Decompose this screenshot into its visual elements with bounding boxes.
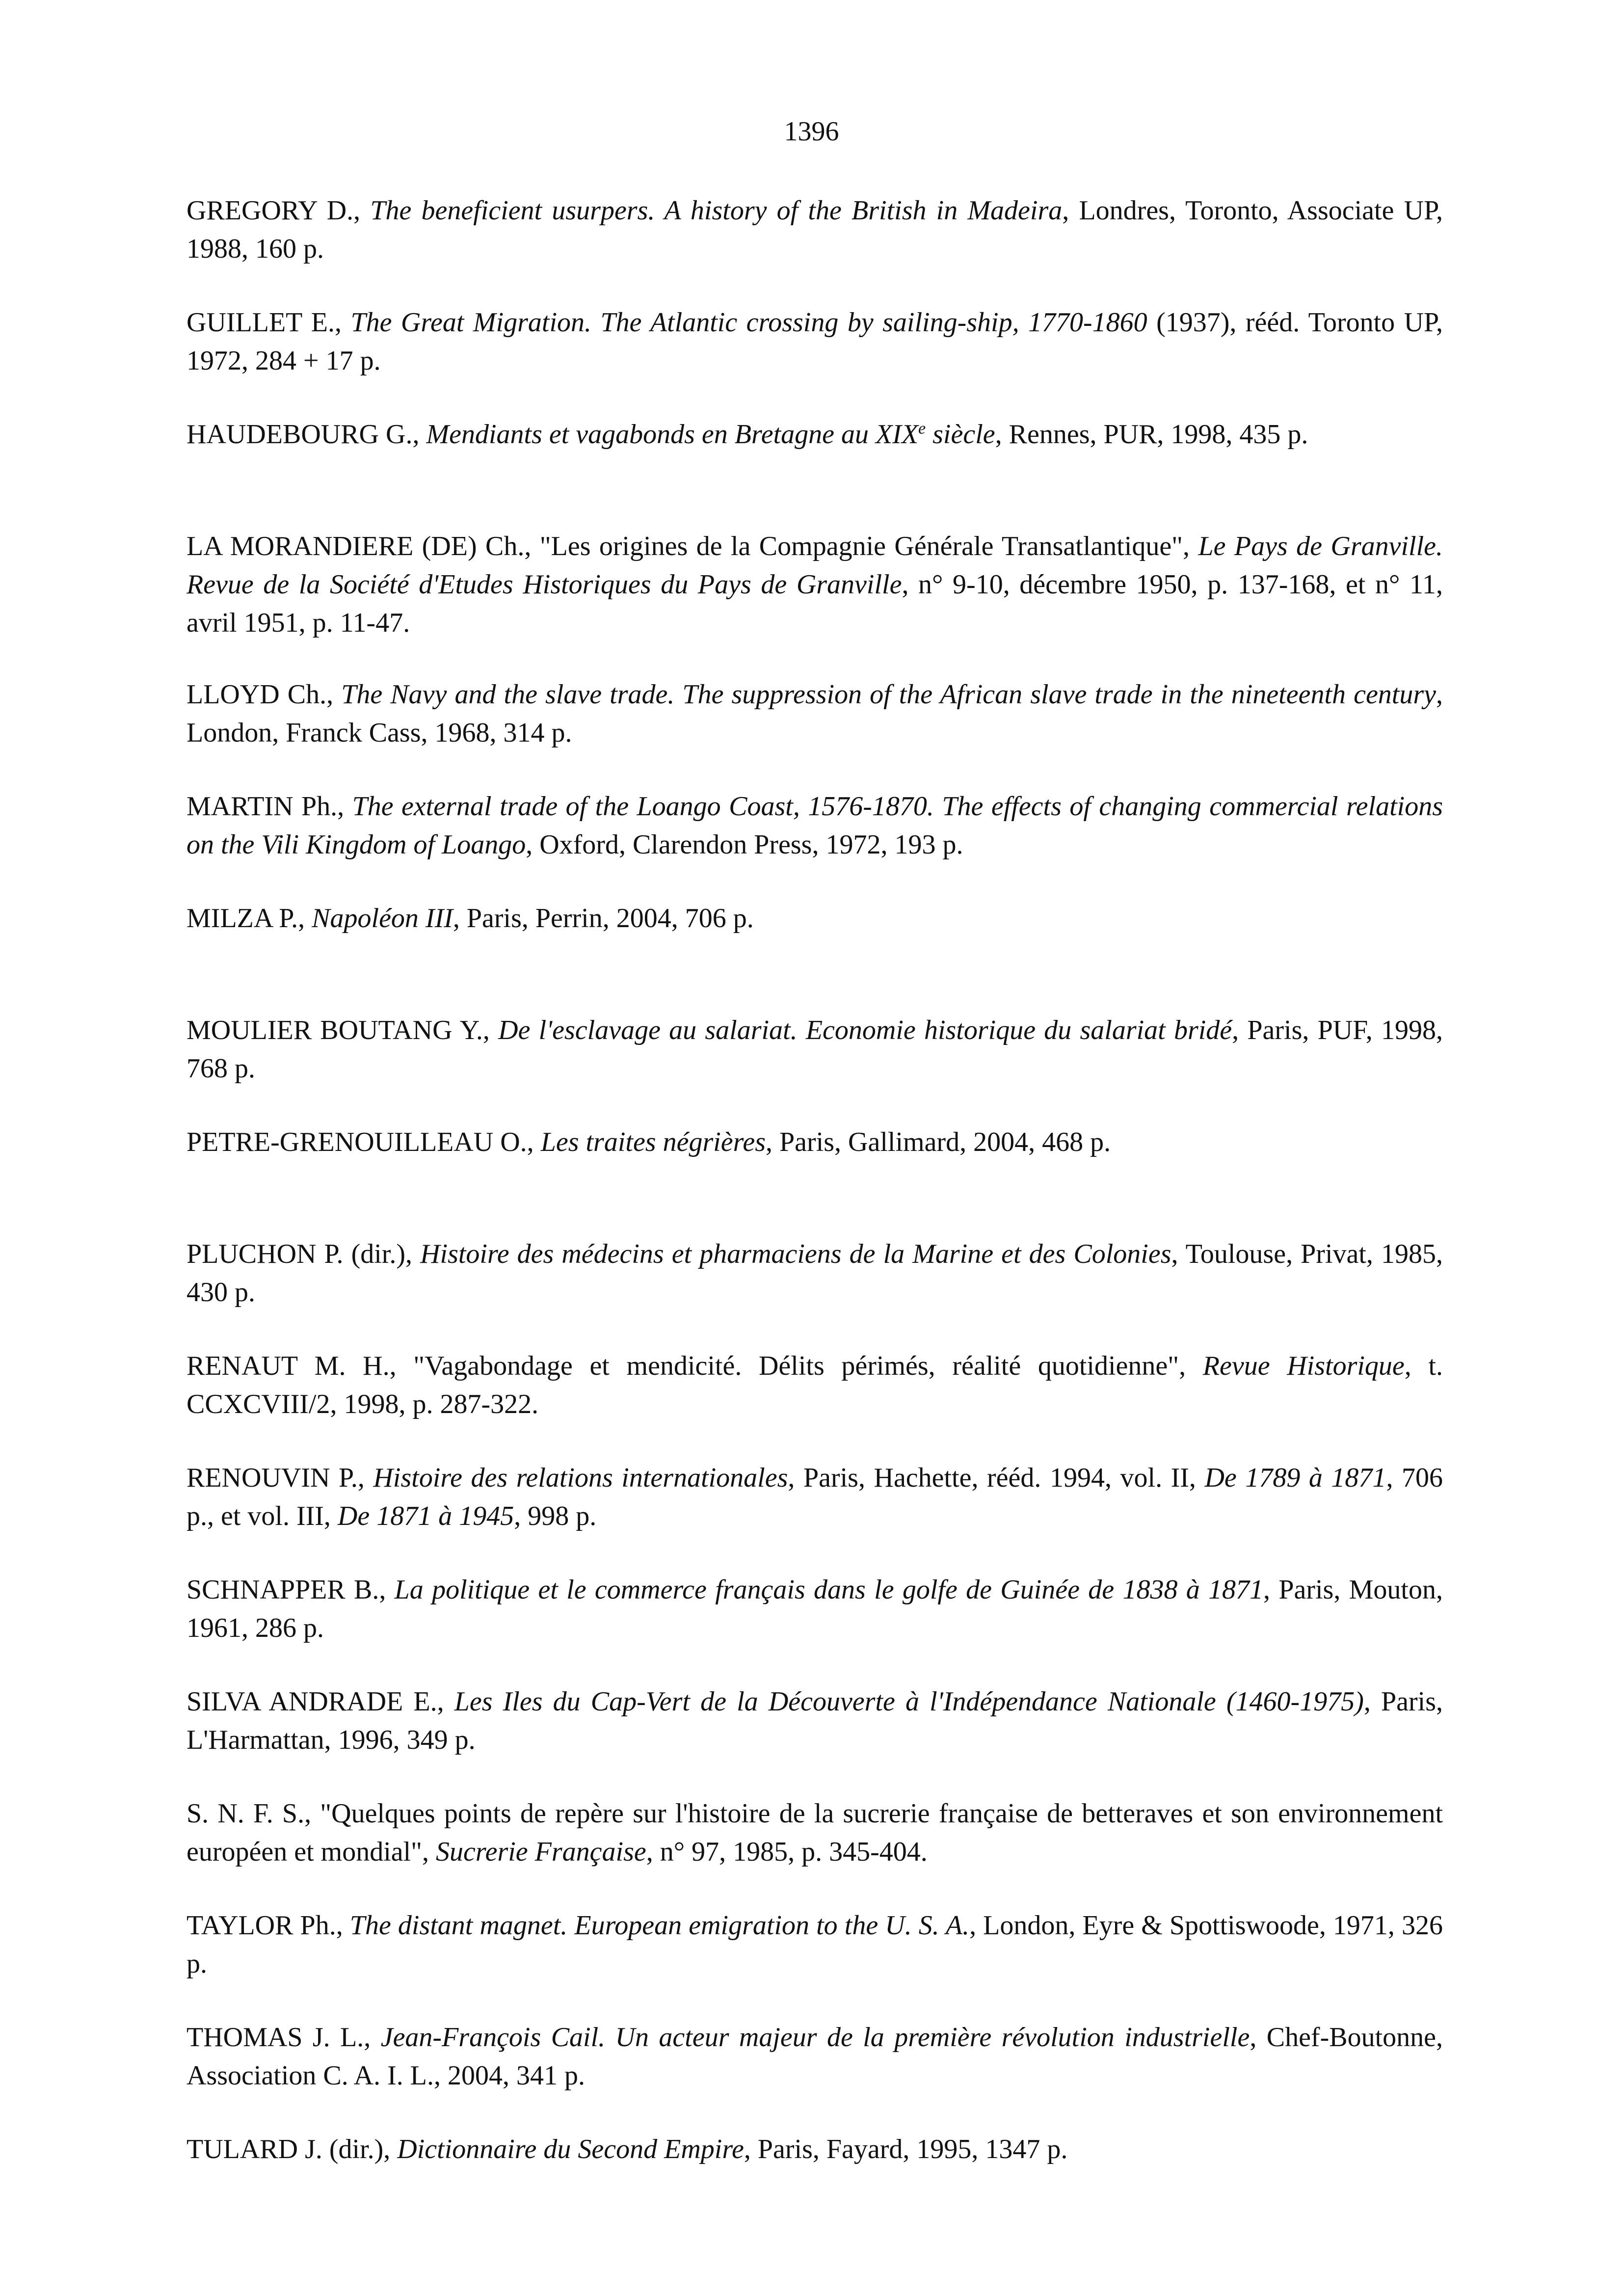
entry-text: , Londres, Toronto, Associate UP, 1988, 160 p. bbox=[186, 195, 1443, 264]
bibliography-entry bbox=[186, 1235, 1443, 1347]
bibliography-entry bbox=[186, 899, 1443, 1011]
entry-text: , London, Eyre & Spottiswoode, 1971, 326 p. bbox=[186, 1910, 1443, 1979]
entry-title-italic: De 1871 à 1945 bbox=[337, 1501, 514, 1531]
entry-title-italic: The Navy and the slave trade. The suppression of the African slave trade in the nineteenth century bbox=[341, 679, 1437, 710]
entry-title-italic: Mendiants et vagabonds en Bretagne au XIX bbox=[426, 419, 919, 450]
entry-text: , 706 p., et vol. III, bbox=[186, 1463, 1443, 1531]
entry-text: , Chef-Boutonne, Association C. A. I. L., 2004, 341 p. bbox=[186, 2022, 1443, 2091]
entry-title-italic: La politique et le commerce français dans le golfe de Guinée de 1838 à 1871 bbox=[394, 1575, 1264, 1605]
entry-title-italic: siècle bbox=[926, 419, 995, 450]
entry-title-italic: Dictionnaire du Second Empire bbox=[397, 2134, 744, 2164]
entry-text: , Paris, Hachette, rééd. 1994, vol. II, bbox=[788, 1463, 1205, 1493]
bibliography-entry bbox=[186, 1011, 1443, 1123]
entry-title-italic: Histoire des médecins et pharmaciens de la Marine et des Colonies bbox=[420, 1239, 1171, 1269]
entry-text: HAUDEBOURG G., bbox=[186, 419, 426, 450]
entry-text: , Paris, Mouton, 1961, 286 p. bbox=[186, 1575, 1443, 1643]
entry-text: S. N. F. S., "Quelques points de repère sur l'histoire de la sucrerie française de betteraves et son environnement européen et mondial", bbox=[186, 1798, 1443, 1867]
bibliography-entry bbox=[186, 1347, 1443, 1459]
bibliography-list bbox=[186, 191, 1443, 2242]
page-number: 1396 bbox=[784, 116, 839, 147]
bibliography-entry bbox=[186, 1906, 1443, 2018]
bibliography-entry bbox=[186, 1459, 1443, 1571]
entry-text: , Paris, PUF, 1998, 768 p. bbox=[186, 1015, 1443, 1084]
entry-text: , n° 97, 1985, p. 345-404. bbox=[646, 1837, 928, 1867]
entry-text: SILVA ANDRADE E., bbox=[186, 1686, 454, 1717]
entry-text: , Toulouse, Privat, 1985, 430 p. bbox=[186, 1239, 1443, 1308]
entry-text: PETRE-GRENOUILLEAU O., bbox=[186, 1127, 541, 1157]
entry-title-italic: De 1789 à 1871 bbox=[1204, 1463, 1386, 1493]
entry-text: LLOYD Ch., bbox=[186, 679, 342, 710]
entry-title-italic: The distant magnet. European emigration to the U. S. A. bbox=[349, 1910, 970, 1941]
entry-text: SCHNAPPER B., bbox=[186, 1575, 395, 1605]
entry-text: , Oxford, Clarendon Press, 1972, 193 p. bbox=[526, 829, 963, 860]
entry-text: TULARD J. (dir.), bbox=[186, 2134, 398, 2164]
entry-text: , London, Franck Cass, 1968, 314 p. bbox=[186, 679, 1443, 748]
entry-text: TAYLOR Ph., bbox=[186, 1910, 350, 1941]
entry-text: , n° 9-10, décembre 1950, p. 137-168, et n° 11, avril 1951, p. 11-47. bbox=[186, 569, 1443, 638]
entry-title-italic: The external trade of the Loango Coast, 1576-1870. The effects of changing commercial relations on the Vili Kingdom of Loango bbox=[186, 791, 1443, 860]
entry-title-italic: Napoléon III bbox=[312, 903, 453, 934]
entry-text: MARTIN Ph., bbox=[186, 791, 352, 822]
entry-title-italic: Jean-François Cail. Un acteur majeur de la première révolution industrielle bbox=[380, 2022, 1250, 2053]
entry-text: , Paris, Fayard, 1995, 1347 p. bbox=[744, 2134, 1068, 2164]
entry-text: LA MORANDIERE (DE) Ch., "Les origines de la Compagnie Générale Transatlantique", bbox=[186, 531, 1198, 561]
bibliography-entry bbox=[186, 2018, 1443, 2130]
entry-title-italic: Le Pays de Granville. Revue de la Société d'Etudes Historiques du Pays de Granville bbox=[186, 531, 1443, 600]
entry-text: RENAUT M. H., "Vagabondage et mendicité. Délits périmés, réalité quotidienne", bbox=[186, 1351, 1203, 1381]
entry-text: , Paris, Perrin, 2004, 706 p. bbox=[452, 903, 754, 934]
entry-text: PLUCHON P. (dir.), bbox=[186, 1239, 421, 1269]
entry-title-italic: Revue Historique bbox=[1202, 1351, 1405, 1381]
entry-text: RENOUVIN P., bbox=[186, 1463, 373, 1493]
entry-text: , Paris, L'Harmattan, 1996, 349 p. bbox=[186, 1686, 1443, 1755]
bibliography-entry bbox=[186, 1571, 1443, 1682]
bibliography-entry bbox=[186, 303, 1443, 415]
entry-title-italic: Sucrerie Française bbox=[436, 1837, 646, 1867]
bibliography-entry bbox=[186, 1682, 1443, 1794]
entry-text: (1937), rééd. Toronto UP, 1972, 284 + 17 p. bbox=[186, 307, 1443, 376]
entry-title-italic: Les traites négrières bbox=[540, 1127, 766, 1157]
bibliography-entry bbox=[186, 2130, 1443, 2242]
entry-text: , t. CCXCVIII/2, 1998, p. 287-322. bbox=[186, 1351, 1443, 1419]
entry-text: , Paris, Gallimard, 2004, 468 p. bbox=[766, 1127, 1111, 1157]
entry-title-italic: Histoire des relations internationales bbox=[373, 1463, 788, 1493]
entry-title-italic: The beneficient usurpers. A history of the British in Madeira bbox=[370, 195, 1063, 226]
entry-title-italic: The Great Migration. The Atlantic crossing by sailing-ship, 1770-1860 bbox=[350, 307, 1147, 338]
entry-text: , Rennes, PUR, 1998, 435 p. bbox=[995, 419, 1308, 450]
entry-text: GREGORY D., bbox=[186, 195, 371, 226]
bibliography-entry bbox=[186, 1123, 1443, 1235]
entry-text: , 998 p. bbox=[514, 1501, 597, 1531]
bibliography-entry bbox=[186, 675, 1443, 787]
bibliography-entry bbox=[186, 527, 1443, 675]
entry-text: MOULIER BOUTANG Y., bbox=[186, 1015, 499, 1045]
bibliography-entry bbox=[186, 191, 1443, 303]
superscript: e bbox=[918, 419, 926, 438]
entry-text: THOMAS J. L., bbox=[186, 2022, 381, 2053]
bibliography-entry bbox=[186, 1794, 1443, 1906]
entry-text: GUILLET E., bbox=[186, 307, 351, 338]
entry-text: MILZA P., bbox=[186, 903, 312, 934]
entry-title-italic: Les Iles du Cap-Vert de la Découverte à l'Indépendance Nationale (1460-1975) bbox=[454, 1686, 1364, 1717]
bibliography-entry bbox=[186, 415, 1443, 527]
bibliography-entry bbox=[186, 787, 1443, 899]
entry-title-italic: De l'esclavage au salariat. Economie historique du salariat bridé bbox=[498, 1015, 1232, 1045]
